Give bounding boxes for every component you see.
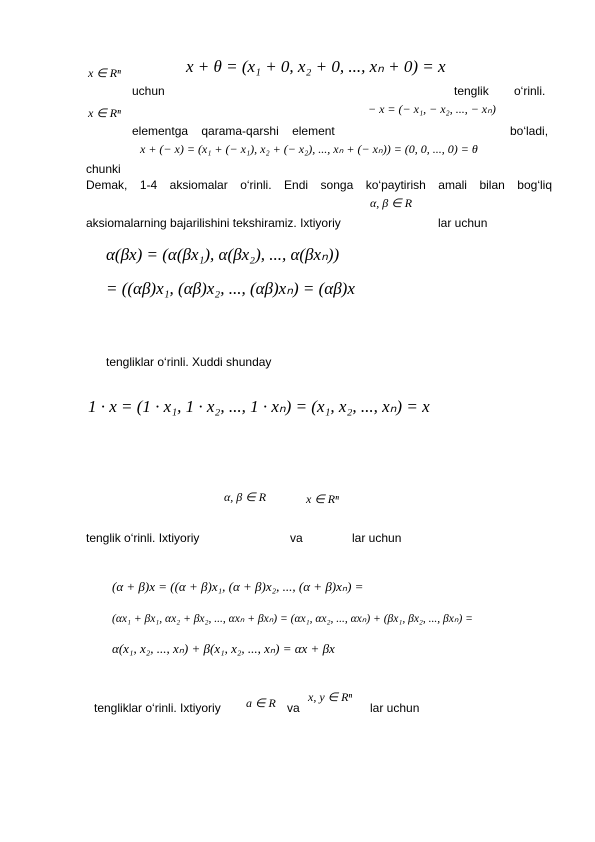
math-alpha-beta-in-r-2: α, β ∈ R [224, 490, 267, 504]
text-chunki: chunki [86, 162, 121, 176]
math-associativity-line-1: α(βx) = (α(βx₁), α(βx₂), ..., α(βxₙ)) [106, 245, 340, 264]
math-distributivity-line-2: (αx₁ + βx₁, αx₂ + βx₂, ..., αxₙ + βxₙ) = (αx₁, αx₂, ..., αxₙ) + (βx₁, βx₂, ..., βxₙ) = [112, 613, 473, 625]
text-tenglik-orinli: tenglik o‘rinli. Ixtiyoriy [86, 531, 200, 545]
math-distributivity-line-1: (α + β)x = ((α + β)x₁, (α + β)x₂, ..., (α + β)xₙ) = [112, 579, 364, 594]
math-negative-x: − x = (− x₁, − x₂, ..., − xₙ) [368, 102, 496, 116]
text-uchun: uchun [132, 84, 165, 98]
math-x-y-in-rn: x, y ∈ Rⁿ [308, 690, 353, 704]
text-lar-uchun-1: lar uchun [438, 216, 488, 230]
math-x-in-rn-2: x ∈ Rⁿ [88, 106, 121, 120]
math-x-in-rn-3: x ∈ Rⁿ [306, 492, 339, 506]
text-tenglik: tenglik [454, 84, 489, 98]
math-zero-element-equation: x + θ = (x₁ + 0, x₂ + 0, ..., xₙ + 0) = x [186, 57, 446, 76]
text-tengliklar-1: tengliklar o‘rinli. Xuddi shunday [106, 355, 272, 369]
text-boladi: bo‘ladi, [510, 124, 549, 138]
math-alpha-beta-in-r-1: α, β ∈ R [370, 196, 413, 210]
math-associativity-line-2: = ((αβ)x₁, (αβ)x₂, ..., (αβ)xₙ) = (αβ)x [106, 279, 355, 298]
text-lar-uchun-3: lar uchun [370, 701, 420, 715]
text-va-2: va [287, 701, 300, 715]
math-sum-with-negative: x + (− x) = (x₁ + (− x₁), x₂ + (− x₂), ..., xₙ + (− xₙ)) = (0, 0, ..., 0) = θ [140, 142, 478, 156]
text-tengliklar-2: tengliklar o‘rinli. Ixtiyoriy [94, 701, 221, 715]
math-x-in-rn-1: x ∈ Rⁿ [88, 66, 121, 80]
math-unit-multiplication: 1 · x = (1 · x₁, 1 · x₂, ..., 1 · xₙ) = (x₁, x₂, ..., xₙ) = x [88, 397, 430, 416]
text-aksiomalar: aksiomalarning bajarilishini tekshiramiz. Ixtiyoriy [86, 216, 341, 230]
text-elementga: elementga qarama-qarshi element [132, 124, 335, 138]
text-va-1: va [290, 531, 303, 545]
text-demak-paragraph: Demak, 1-4 aksiomalar o‘rinli. Endi songa ko‘paytirish amali bilan bog‘liq [86, 178, 552, 192]
math-a-in-r: a ∈ R [246, 696, 276, 710]
text-orinli: o‘rinli. [514, 84, 546, 98]
text-lar-uchun-2: lar uchun [352, 531, 402, 545]
math-distributivity-line-3: α(x₁, x₂, ..., xₙ) + β(x₁, x₂, ..., xₙ) = αx + βx [112, 641, 335, 656]
